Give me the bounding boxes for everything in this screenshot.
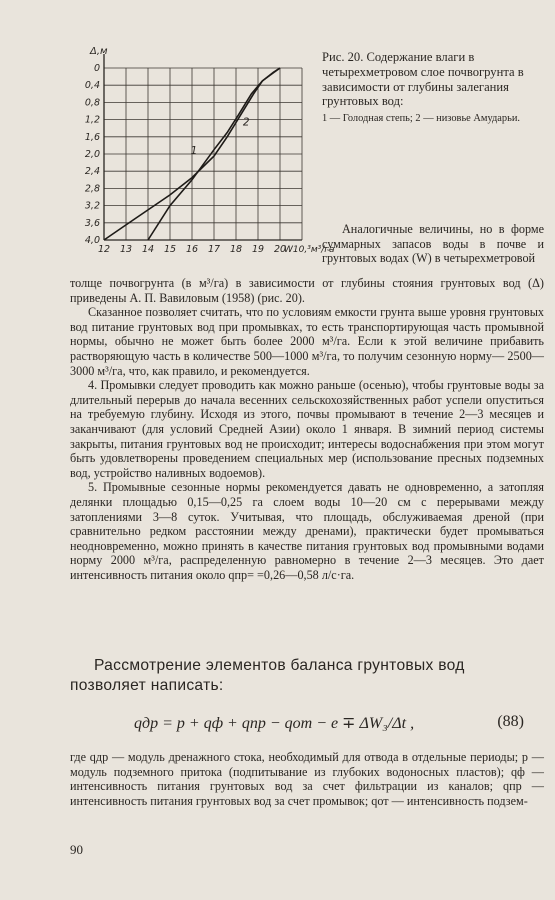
where-paragraph: где qдр — модуль дренажного стока, необходимый для отвода в отдельные периоды; p — модуль подземного притока (подпитывание из глубоких водоносных пластов); qф — интенсивность питания грунтовых вод за счет фильтрации из каналов; qпр — интенсивность питания грунтовых вод за счет промывок; qот — интенсивность подзем-: [70, 750, 544, 808]
x-tick-label: 15: [163, 244, 177, 255]
x-tick-label: 17: [207, 244, 221, 255]
paragraph-continued: толще почвогрунта (в м³/га) в зависимости от глубины стояния грунтовых вод (Δ) приведены А. П. Вавиловым (1958) (рис. 20).: [70, 276, 544, 305]
series-label-1: 1: [190, 145, 198, 158]
figure-20-chart: [70, 44, 335, 274]
section-intro: Рассмотрение элементов баланса грунтовых вод позволяет написать:: [70, 657, 465, 694]
x-tick-label: 12: [97, 244, 111, 255]
y-tick-label: 3,6: [84, 217, 100, 229]
page-number: 90: [70, 842, 83, 857]
caption-legend: 1 — Голодная степь; 2 — низовье Амударьи.: [322, 113, 521, 125]
x-tick-label: 18: [229, 244, 243, 255]
y-tick-label: 2,0: [84, 149, 100, 160]
figure-caption: [322, 50, 544, 126]
x-tick-label: 20: [273, 244, 287, 255]
paragraph-beside-chart: Аналогичные величины, но в форме суммарных запасов воды в почве и грунтовых водах (W) в четырехметровой: [322, 222, 544, 266]
y-tick-label: 2,4: [84, 166, 100, 178]
y-tick-label: 0,8: [84, 97, 100, 109]
moisture-chart-svg: [70, 44, 335, 274]
x-tick-label: 14: [141, 244, 155, 255]
y-axis-label: Δ,м: [90, 46, 108, 57]
equation-number: (88): [497, 713, 524, 730]
y-tick-label: 2,8: [84, 183, 100, 195]
x-tick-label: 13: [119, 244, 133, 255]
x-axis-label: W10,³м³/га: [284, 245, 335, 255]
series-label-2: 2: [242, 116, 250, 129]
y-tick-label: 0,4: [84, 80, 100, 92]
y-tick-label: 0: [93, 63, 100, 74]
x-tick-label: 19: [251, 244, 265, 255]
x-tick-label: 16: [185, 244, 199, 255]
caption-title: Рис. 20. Содержание влаги в четырехметровом слое почвогрунта в зависимости от глубины залегания грунтовых вод:: [322, 50, 524, 109]
y-tick-label: 4,0: [84, 235, 100, 246]
body-text: [70, 276, 544, 582]
equation-88: [70, 704, 544, 744]
y-tick-label: 1,6: [84, 131, 100, 143]
paragraph-2: Сказанное позволяет считать, что по условиям емкости грунта выше уровня грунтовых вод питание грунтовых вод при промывках, то есть транспортирующая часть промывной нормы, обычно не может быть более 2000 м³/га. Если к этой величине прибавить растворяющую часть в количестве 500—1000 м³/га, то получим сезонную норму— 2500—3000 м³/га, что, как правило, и рекомендуется.: [70, 305, 544, 378]
y-tick-label: 1,2: [84, 114, 100, 126]
paragraph-4: 5. Промывные сезонные нормы рекомендуется давать не одновременно, а затопляя делянки площадью 0,15—0,25 га слоем воды 10—20 см с перерывами между затоплениями 3—8 суток. Учитывая, что площадь, обслуживаемая дреной (при сравнительно редком расстоянии между дренами), практически будет промываться неодновременно, можно принять в качестве питания грунтовых вод промывными водами норму 2000 м³/га, распределенную равномерно в течение 2—3 месяцев. Это дает интенсивность питания около qпр= =0,26—0,58 л/с·га.: [70, 480, 544, 582]
y-tick-label: 3,2: [84, 200, 100, 212]
paragraph-3: 4. Промывки следует проводить как можно раньше (осенью), чтобы грунтовые воды за длительный перерыв до начала весенних сельскохозяйственных работ успели опуститься на требуемую глубину. Исходя из этого, почвы промывают в течение 2—3 месяцев и заканчивают (для условий Средней Азии) около 1 января. В зимний период системы закрыты, питания грунтовых вод не происходит; интересы водоснабжения при этом могут быть удовлетворены проведением специальных мер (использование пресных подземных вод, устройство наливных водоемов).: [70, 378, 544, 480]
equation-expression: qдр = p + qф + qпр − qот − e ∓ ΔW₃/Δt ,: [134, 715, 415, 732]
text-beside-chart: [322, 222, 544, 266]
